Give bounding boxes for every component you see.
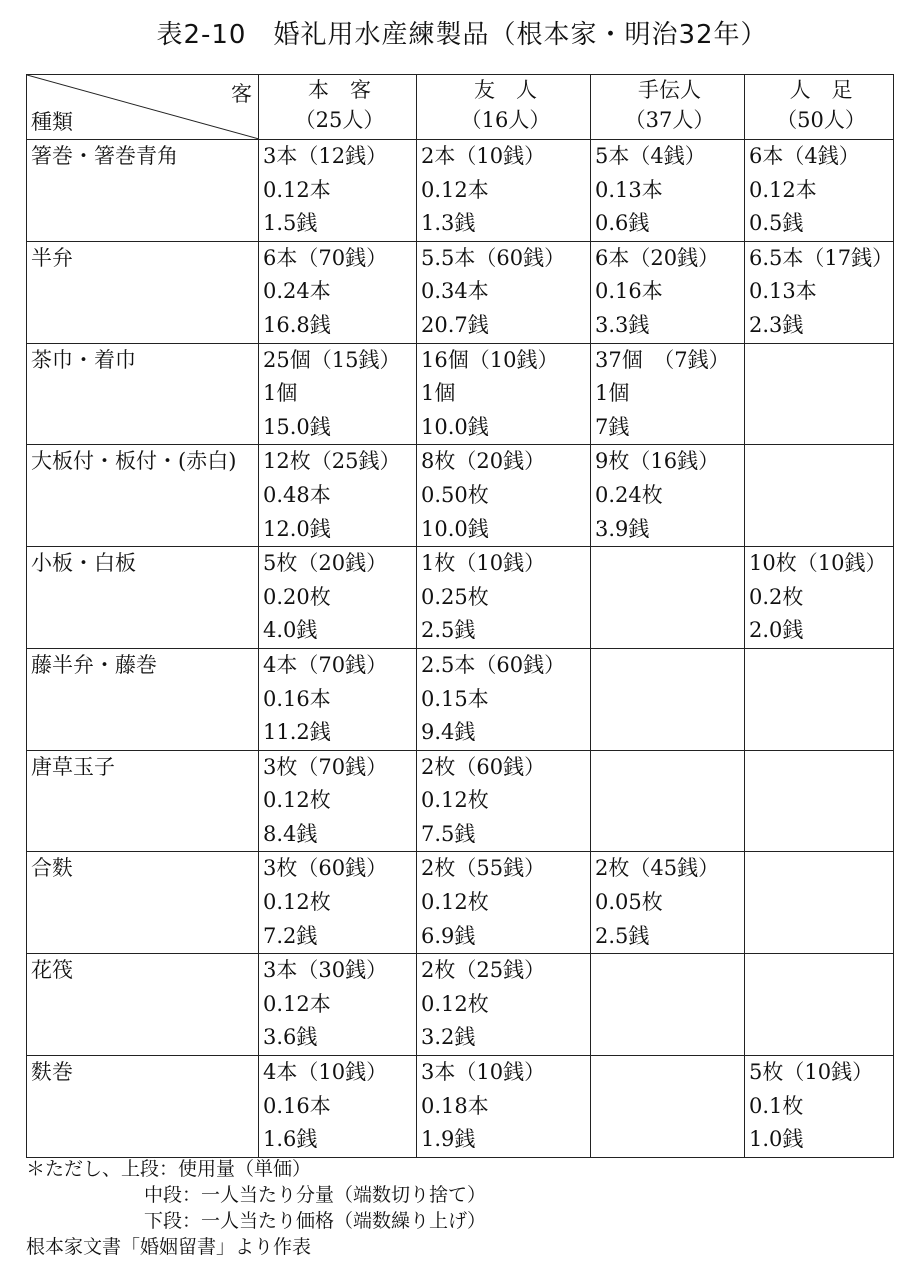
cell-line: 2.3銭 <box>749 312 804 337</box>
column-name: 友 人 <box>474 78 537 102</box>
cell-line <box>749 784 893 818</box>
cell-line: 0.16本 <box>263 686 331 711</box>
cell-line: 5枚（10銭） <box>749 1060 874 1085</box>
category-cell <box>27 1056 259 1158</box>
cell-line: 6本（20銭） <box>595 245 720 270</box>
value-cell <box>259 547 417 649</box>
cell-line: 0.16本 <box>263 1093 331 1118</box>
cell-line: 2枚（60銭） <box>421 754 546 779</box>
cell-line: 0.12枚 <box>421 991 489 1016</box>
cell-line: 1.0銭 <box>749 1127 804 1152</box>
cell-line <box>749 479 893 513</box>
cell-line <box>749 649 893 683</box>
table-row <box>27 1056 894 1158</box>
column-count: （25人） <box>294 108 385 132</box>
value-cell <box>259 343 417 445</box>
category-cell <box>27 241 259 343</box>
value-cell <box>259 750 417 852</box>
value-cell <box>745 954 894 1056</box>
cell-line: 0.6銭 <box>595 211 650 236</box>
cell-line <box>749 920 893 954</box>
value-cell <box>745 852 894 954</box>
cell-line: 6.9銭 <box>421 923 476 948</box>
cell-line: 1.3銭 <box>421 211 476 236</box>
cell-line <box>595 1123 744 1157</box>
value-cell <box>745 547 894 649</box>
cell-line: 0.12本 <box>263 991 331 1016</box>
table-row <box>27 852 894 954</box>
value-cell <box>591 852 745 954</box>
cell-line: 5枚（20銭） <box>263 551 388 576</box>
cell-line: 0.34本 <box>421 279 489 304</box>
footnote-line: ＊ただし、上段：使用量（単価） <box>26 1158 312 1180</box>
cell-line <box>749 716 893 750</box>
cell-line: 3本（10銭） <box>421 1060 546 1085</box>
cell-line: 37個 （7銭） <box>595 347 730 372</box>
cell-line: 16個（10銭） <box>421 347 559 372</box>
table-row <box>27 445 894 547</box>
category-label: 藤半弁・藤巻 <box>31 652 157 677</box>
column-name: 人 足 <box>789 78 853 102</box>
value-cell <box>417 954 591 1056</box>
value-cell <box>591 445 745 547</box>
cell-line: 0.12枚 <box>421 890 489 915</box>
cell-line <box>749 954 893 988</box>
value-cell <box>591 1056 745 1158</box>
cell-line <box>595 988 744 1022</box>
cell-line <box>595 581 744 615</box>
cell-line <box>749 445 893 479</box>
cell-line <box>749 377 893 411</box>
cell-line <box>595 1056 744 1090</box>
value-cell <box>745 750 894 852</box>
category-cell <box>27 547 259 649</box>
category-cell <box>27 140 259 242</box>
cell-line <box>749 683 893 717</box>
cell-line <box>749 513 893 547</box>
value-cell <box>259 140 417 242</box>
value-cell <box>417 1056 591 1158</box>
cell-line: 0.05枚 <box>595 890 663 915</box>
cell-line: 1.9銭 <box>421 1127 476 1152</box>
value-cell <box>259 445 417 547</box>
value-cell <box>745 648 894 750</box>
cell-line <box>749 411 893 445</box>
table-row <box>27 954 894 1056</box>
cell-line: 7.5銭 <box>421 821 476 846</box>
value-cell <box>591 343 745 445</box>
column-name: 本 客 <box>308 78 371 102</box>
cell-line: 0.12枚 <box>263 890 331 915</box>
value-cell <box>259 241 417 343</box>
column-count: （50人） <box>776 108 866 132</box>
cell-line: 9.4銭 <box>421 720 476 745</box>
cell-line: 3枚（60銭） <box>263 856 388 881</box>
column-header-yujin <box>417 75 591 140</box>
cell-line: 15.0銭 <box>263 414 331 439</box>
cell-line: 2.5銭 <box>421 618 476 643</box>
cell-line: 0.18本 <box>421 1093 489 1118</box>
cell-line: 9枚（16銭） <box>595 449 720 474</box>
cell-line: 0.24枚 <box>595 482 663 507</box>
value-cell <box>745 1056 894 1158</box>
cell-line: 0.24本 <box>263 279 331 304</box>
cell-line <box>749 988 893 1022</box>
cell-line: 6本（4銭） <box>749 144 860 168</box>
cell-line: 0.12枚 <box>421 788 489 813</box>
column-header-ninsoku <box>745 75 894 140</box>
cell-line: 4.0銭 <box>263 618 318 643</box>
cell-line: 0.48本 <box>263 482 331 507</box>
corner-guest-label: 客 <box>231 82 252 106</box>
cell-line: 0.12本 <box>263 177 331 202</box>
cell-line: 2.0銭 <box>749 618 804 643</box>
cell-line: 1.6銭 <box>263 1127 318 1152</box>
corner-type-label: 種類 <box>31 110 73 134</box>
value-cell <box>745 445 894 547</box>
table-title: 表2-10 婚礼用水産練製品（根本家・明治32年） <box>156 20 768 50</box>
cell-line: 2.5銭 <box>595 923 650 948</box>
cell-line <box>595 649 744 683</box>
value-cell <box>591 241 745 343</box>
category-cell <box>27 343 259 445</box>
value-cell <box>259 1056 417 1158</box>
cell-line: 0.1枚 <box>749 1093 804 1118</box>
cell-line: 5本（4銭） <box>595 144 706 168</box>
cell-line: 3.3銭 <box>595 312 650 337</box>
cell-line: 2.5本（60銭） <box>421 652 566 677</box>
value-cell <box>417 241 591 343</box>
value-cell <box>591 954 745 1056</box>
category-label: 花筏 <box>31 958 73 983</box>
header-corner-cell <box>27 75 259 140</box>
data-table <box>26 74 894 1158</box>
cell-line: 0.12本 <box>421 177 489 202</box>
value-cell <box>417 648 591 750</box>
cell-line: 7.2銭 <box>263 923 318 948</box>
cell-line: 12枚（25銭） <box>263 449 401 474</box>
table-row <box>27 648 894 750</box>
cell-line: 0.16本 <box>595 279 663 304</box>
cell-line: 25個（15銭） <box>263 347 401 372</box>
cell-line: 2本（10銭） <box>421 144 546 168</box>
cell-line: 12.0銭 <box>263 516 331 541</box>
cell-line <box>595 1090 744 1124</box>
cell-line <box>749 1021 893 1055</box>
table-body <box>27 140 894 1158</box>
table-row <box>27 140 894 242</box>
table-row <box>27 547 894 649</box>
category-cell <box>27 445 259 547</box>
category-label: 唐草玉子 <box>31 754 115 779</box>
cell-line: 2枚（25銭） <box>421 958 546 983</box>
value-cell <box>745 241 894 343</box>
cell-line: 3本（30銭） <box>263 958 388 983</box>
value-cell <box>259 852 417 954</box>
cell-line: 2枚（45銭） <box>595 856 720 881</box>
cell-line: 0.15本 <box>421 686 489 711</box>
cell-line: 4本（70銭） <box>263 652 388 677</box>
value-cell <box>591 648 745 750</box>
cell-line: 0.13本 <box>595 177 663 202</box>
column-header-tetsudainin <box>591 75 745 140</box>
cell-line: 5.5本（60銭） <box>421 245 566 270</box>
cell-line: 11.2銭 <box>263 720 331 745</box>
category-label: 麩巻 <box>31 1060 73 1085</box>
table-row <box>27 750 894 852</box>
cell-line <box>749 852 893 886</box>
table-row <box>27 241 894 343</box>
cell-line: 1.5銭 <box>263 211 318 236</box>
category-cell <box>27 954 259 1056</box>
value-cell <box>417 750 591 852</box>
column-count: （16人） <box>460 108 551 132</box>
cell-line: 3本（12銭） <box>263 144 388 168</box>
cell-line: 10枚（10銭） <box>749 551 887 576</box>
category-label: 合麩 <box>31 856 73 881</box>
cell-line: 6.5本（17銭） <box>749 245 894 270</box>
category-label: 茶巾・着巾 <box>31 347 136 372</box>
cell-line: 1個 <box>263 381 298 406</box>
category-label: 大板付・板付・(赤白) <box>31 449 237 474</box>
cell-line <box>595 954 744 988</box>
cell-line: 0.25枚 <box>421 584 489 609</box>
value-cell <box>417 343 591 445</box>
cell-line: 3枚（70銭） <box>263 754 388 779</box>
value-cell <box>417 140 591 242</box>
value-cell <box>417 547 591 649</box>
value-cell <box>417 445 591 547</box>
cell-line: 0.20枚 <box>263 584 331 609</box>
cell-line <box>595 683 744 717</box>
cell-line <box>595 547 744 581</box>
cell-line: 6本（70銭） <box>263 245 388 270</box>
category-label: 箸巻・箸巻青角 <box>31 144 178 168</box>
value-cell <box>591 547 745 649</box>
cell-line: 8.4銭 <box>263 821 318 846</box>
table-row <box>27 343 894 445</box>
column-name: 手伝人 <box>638 78 701 102</box>
cell-line: 0.13本 <box>749 279 817 304</box>
value-cell <box>591 140 745 242</box>
cell-line: 0.12本 <box>749 177 817 202</box>
footnote <box>26 1156 486 1260</box>
cell-line: 0.2枚 <box>749 584 804 609</box>
value-cell <box>259 954 417 1056</box>
cell-line: 2枚（55銭） <box>421 856 546 881</box>
cell-line: 3.9銭 <box>595 516 650 541</box>
footnote-line: 下段：一人当たり価格（端数繰り上げ） <box>144 1210 487 1232</box>
cell-line: 0.5銭 <box>749 211 804 236</box>
cell-line <box>595 784 744 818</box>
cell-line: 0.50枚 <box>421 482 489 507</box>
footnote-line: 中段：一人当たり分量（端数切り捨て） <box>144 1184 487 1206</box>
cell-line: 8枚（20銭） <box>421 449 546 474</box>
cell-line: 16.8銭 <box>263 312 331 337</box>
cell-line: 10.0銭 <box>421 516 489 541</box>
cell-line: 3.6銭 <box>263 1025 318 1050</box>
cell-line <box>595 614 744 648</box>
category-label: 半弁 <box>31 245 73 270</box>
category-cell <box>27 648 259 750</box>
value-cell <box>745 140 894 242</box>
header-row <box>27 75 894 140</box>
cell-line: 3.2銭 <box>421 1025 476 1050</box>
cell-line: 1個 <box>421 381 456 406</box>
column-header-honkyaku <box>259 75 417 140</box>
cell-line: 20.7銭 <box>421 312 489 337</box>
category-cell <box>27 750 259 852</box>
category-label: 小板・白板 <box>31 551 136 576</box>
cell-line <box>595 818 744 852</box>
cell-line <box>595 751 744 785</box>
cell-line <box>749 818 893 852</box>
cell-line: 4本（10銭） <box>263 1060 388 1085</box>
value-cell <box>259 648 417 750</box>
cell-line <box>749 344 893 378</box>
value-cell <box>745 343 894 445</box>
cell-line <box>595 1021 744 1055</box>
cell-line: 1個 <box>595 381 630 406</box>
value-cell <box>591 750 745 852</box>
category-cell <box>27 852 259 954</box>
cell-line: 1枚（10銭） <box>421 551 546 576</box>
footnote-source: 根本家文書「婚姻留書」より作表 <box>26 1236 312 1258</box>
column-count: （37人） <box>624 108 715 132</box>
cell-line: 0.12枚 <box>263 788 331 813</box>
cell-line: 10.0銭 <box>421 414 489 439</box>
cell-line <box>749 751 893 785</box>
value-cell <box>417 852 591 954</box>
cell-line: 7銭 <box>595 414 630 439</box>
cell-line <box>595 716 744 750</box>
cell-line <box>749 886 893 920</box>
